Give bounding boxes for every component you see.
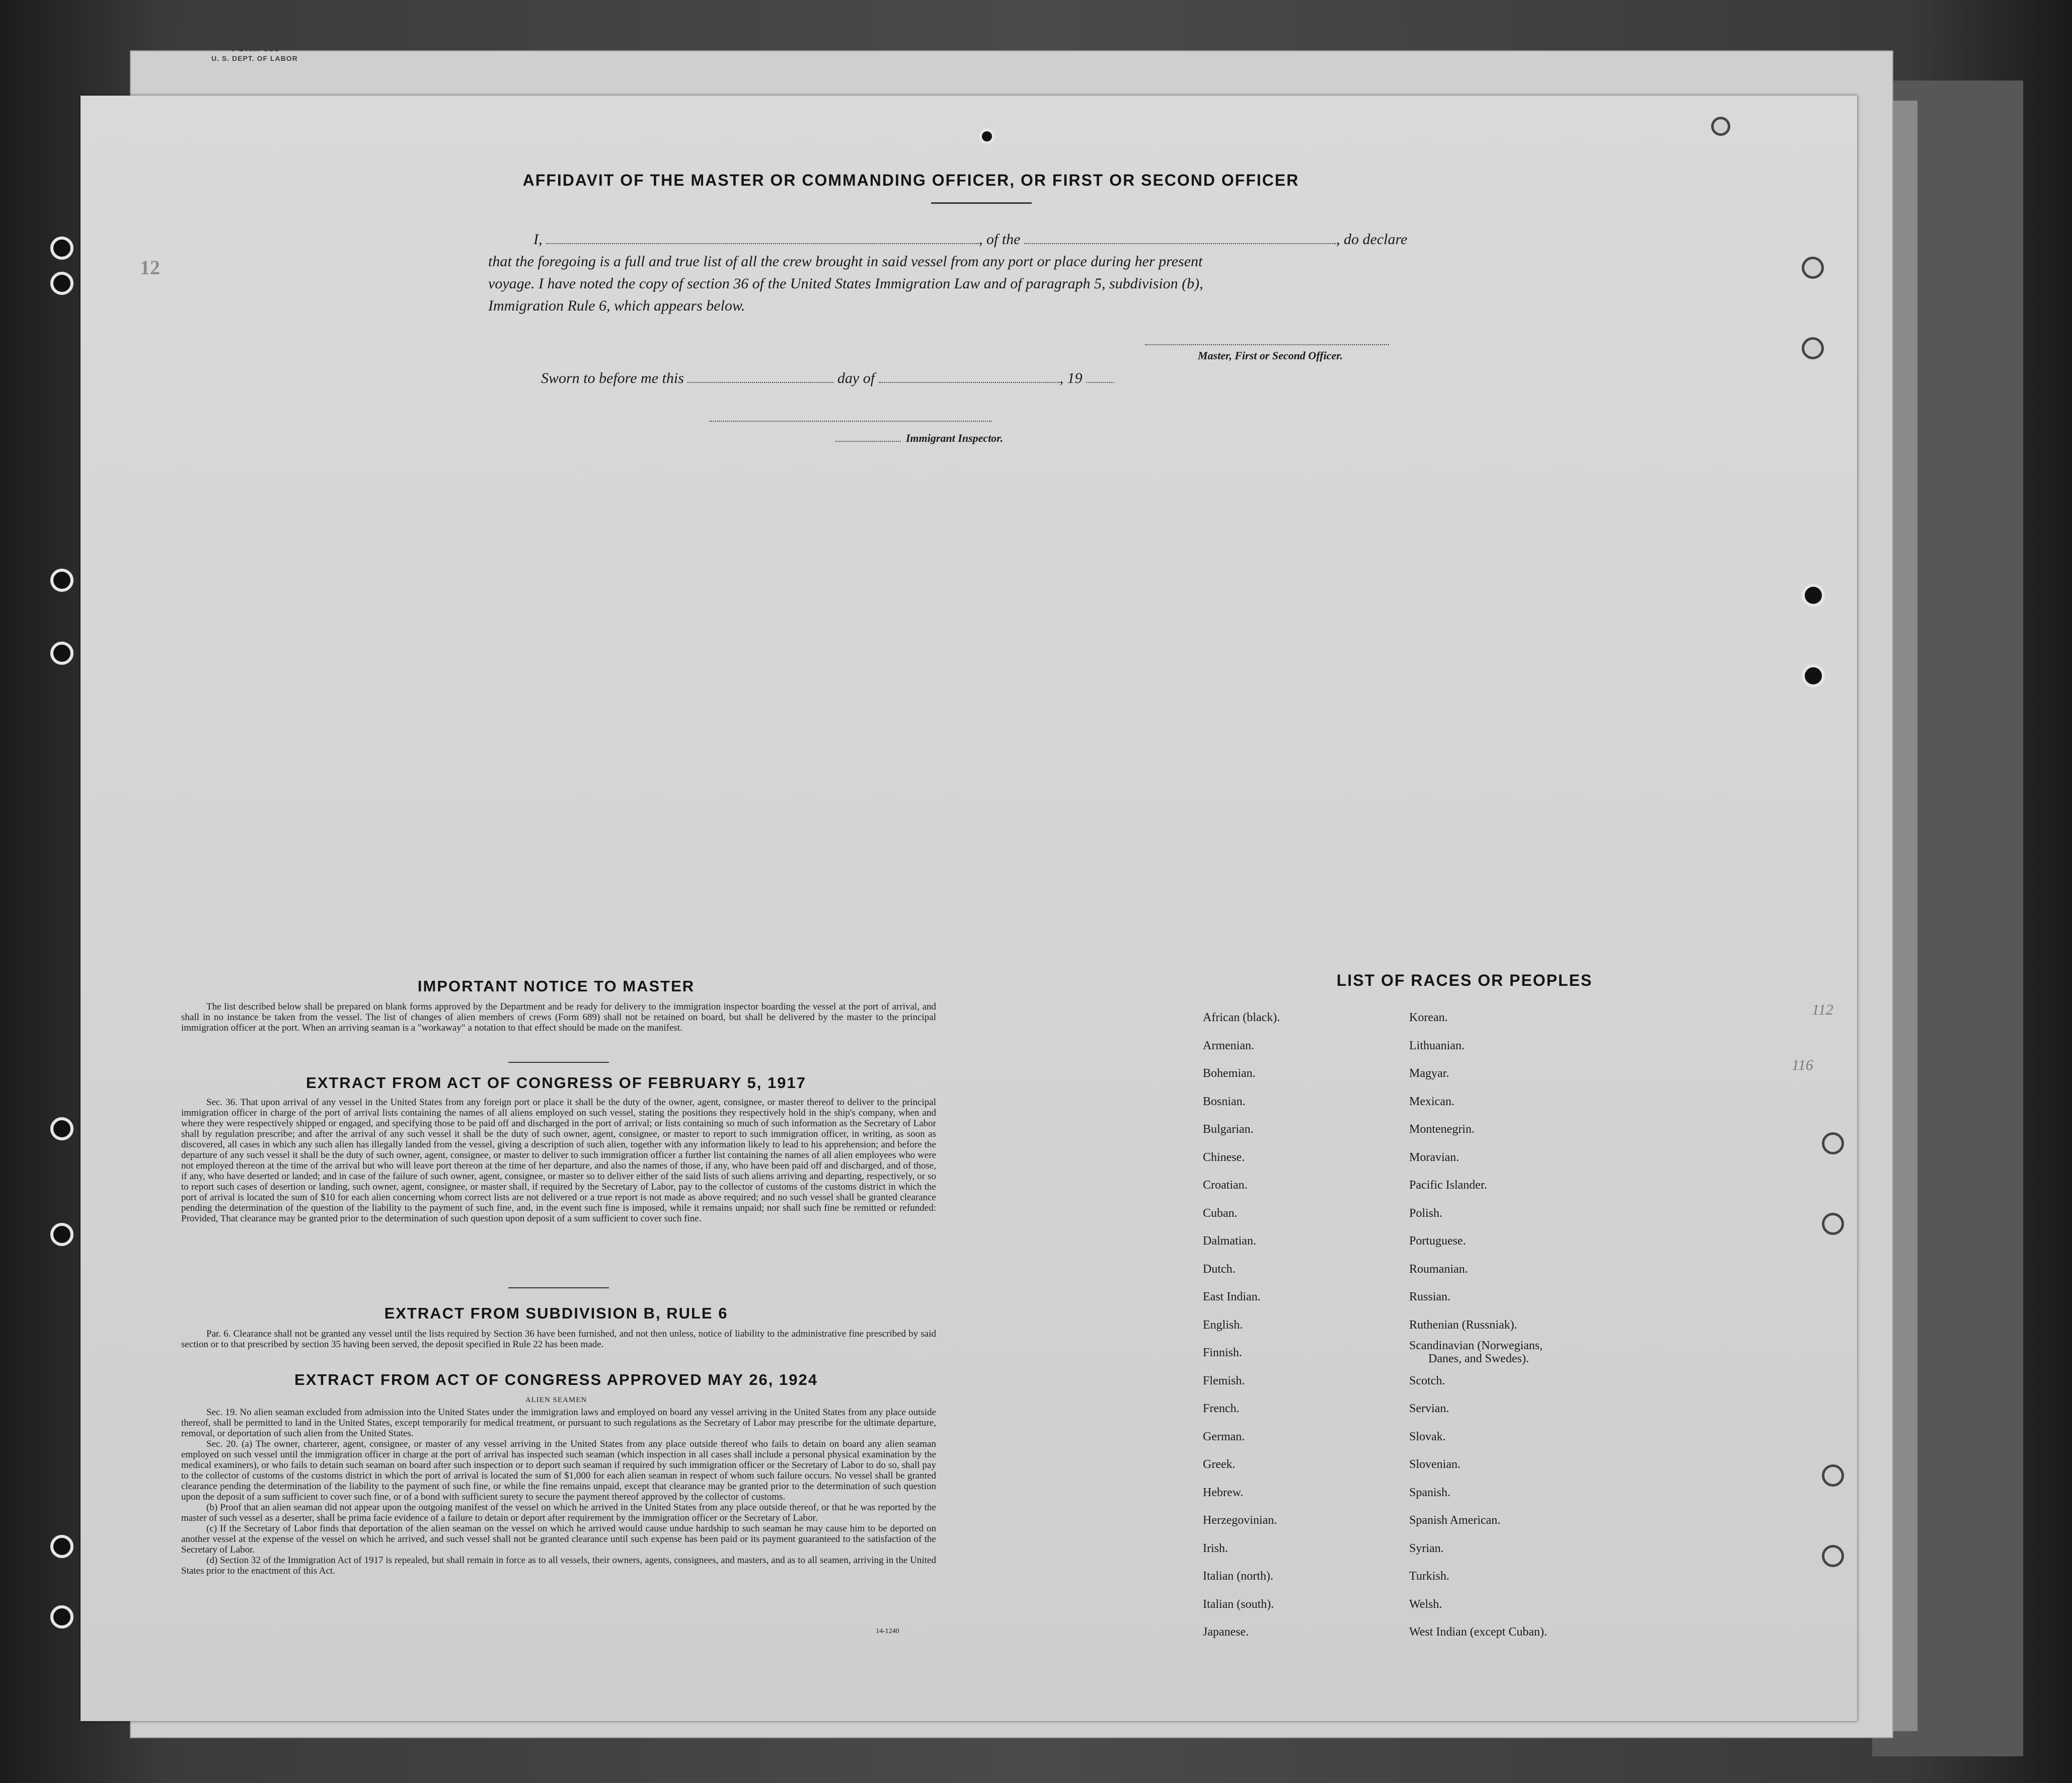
sworn-year-blank[interactable] bbox=[1086, 371, 1114, 383]
year-label: , 19 bbox=[1059, 370, 1083, 386]
declarant-name-blank[interactable] bbox=[546, 232, 979, 244]
race-item: Lithuanian. bbox=[1409, 1039, 1465, 1052]
race-item: English. bbox=[1203, 1318, 1243, 1332]
race-item: Croatian. bbox=[1203, 1179, 1248, 1192]
day-of-label: day of bbox=[837, 370, 875, 386]
notice-body: The list described below shall be prepared on blank forms approved by the Department and be ready for delivery to the immigration inspector boarding the vessel at the port of arrival, and shall in no instance be taken from the vessel. The list of changes of alien members of crews (Form 689) shall not be retained on board, but shall be delivered by the master to the principal immigration officer at the port. When an arriving seaman is a "workaway" a notation to that effect should be made on the manifest. bbox=[181, 1001, 936, 1033]
binder-hole bbox=[50, 1535, 73, 1558]
master-signature-label: Master, First or Second Officer. bbox=[1198, 349, 1343, 362]
race-item: Ruthenian (Russniak). bbox=[1409, 1318, 1517, 1332]
rule6-body: Par. 6. Clearance shall not be granted any vessel until the lists required by Section 36 have been furnished, and not then unless, notice of liability to the administrative fine prescribed by said section or to that prescribed by section 35 having been served, the deposit specified in Rule 22 has been made. bbox=[181, 1329, 936, 1350]
race-item: Flemish. bbox=[1203, 1374, 1245, 1387]
race-item: Dalmatian. bbox=[1203, 1234, 1256, 1248]
race-item: Bulgarian. bbox=[1203, 1123, 1254, 1136]
race-item: Bohemian. bbox=[1203, 1067, 1256, 1080]
race-item: West Indian (except Cuban). bbox=[1409, 1625, 1547, 1639]
race-item: German. bbox=[1203, 1430, 1245, 1443]
affidavit-line-1 bbox=[533, 228, 1565, 251]
binder-hole bbox=[1802, 584, 1825, 607]
binder-hole bbox=[1711, 117, 1730, 136]
affidavit-line-3: voyage. I have noted the copy of section 36 of the United States Immigration Law and of paragraph 5, subdivision (b), bbox=[488, 275, 1203, 292]
binder-hole bbox=[1822, 1464, 1844, 1487]
binder-hole bbox=[1822, 1545, 1844, 1567]
binder-hole bbox=[1802, 337, 1824, 359]
extract-1924-body bbox=[181, 1407, 936, 1576]
back-sheet-stub-form: FORM 689 bbox=[232, 43, 280, 53]
race-item: Syrian. bbox=[1409, 1541, 1444, 1555]
race-item: Servian. bbox=[1409, 1402, 1449, 1415]
race-item: Turkish. bbox=[1409, 1570, 1449, 1583]
extract-1924-title: EXTRACT FROM ACT OF CONGRESS APPROVED MAY 26, 1924 bbox=[294, 1371, 818, 1388]
sec-19-paragraph: Sec. 19. No alien seaman excluded from admission into the United States under the immigration laws and employed on board any vessel arriving in the United States from any place outside thereof, shall be permitted to land in the United States, except temporarily for medical treatment, or pursuant to such regulations as the Secretary of Labor may prescribe for the ultimate departure, removal, or deportation of such alien from the United States. bbox=[181, 1407, 936, 1439]
race-item: Chinese. bbox=[1203, 1150, 1245, 1164]
sworn-line bbox=[541, 367, 1296, 390]
race-item: Roumanian. bbox=[1409, 1262, 1468, 1276]
inspector-label: Immigrant Inspector. bbox=[906, 432, 1004, 444]
binder-hole bbox=[50, 569, 73, 592]
race-item: Hebrew. bbox=[1203, 1486, 1244, 1499]
race-item: Welsh. bbox=[1409, 1597, 1442, 1611]
title-underline bbox=[931, 202, 1032, 204]
divider bbox=[508, 1062, 609, 1063]
binder-hole bbox=[50, 1117, 73, 1140]
affidavit-line-2: that the foregoing is a full and true list of all the crew brought in said vessel from any port or place during her present bbox=[488, 253, 1203, 270]
back-sheet-stub-dept: U. S. DEPT. OF LABOR bbox=[211, 54, 298, 62]
binder-hole bbox=[50, 642, 73, 665]
margin-mark-right: 112 bbox=[1812, 1001, 1833, 1018]
sworn-month-blank[interactable] bbox=[879, 371, 1060, 383]
rule6-title: EXTRACT FROM SUBDIVISION B, RULE 6 bbox=[384, 1304, 728, 1322]
sec-20c-paragraph: (c) If the Secretary of Labor finds that deportation of the alien seaman on the vessel on which he arrived would cause undue hardship to such seaman he may cause him to be deported on another vessel at the expense of the vessel on which he arrived, and such vessel shall not be granted clearance until such expense has been paid or its payment guaranteed to the satisfaction of the Secretary of Labor. bbox=[181, 1523, 936, 1555]
race-item: Spanish American. bbox=[1409, 1514, 1501, 1527]
inspector-signature-lead bbox=[835, 441, 901, 442]
binder-hole bbox=[50, 237, 73, 260]
race-item: Polish. bbox=[1409, 1206, 1443, 1220]
race-item: Cuban. bbox=[1203, 1206, 1238, 1220]
binder-hole bbox=[979, 128, 995, 144]
sworn-day-blank[interactable] bbox=[687, 371, 833, 383]
race-item: Moravian. bbox=[1409, 1150, 1460, 1164]
binder-hole bbox=[50, 272, 73, 295]
race-item: Mexican. bbox=[1409, 1095, 1454, 1108]
binder-hole bbox=[50, 1605, 73, 1629]
divider bbox=[508, 1287, 609, 1288]
race-item: Spanish. bbox=[1409, 1486, 1451, 1499]
race-item: Herzegovinian. bbox=[1203, 1514, 1277, 1527]
race-item: Dutch. bbox=[1203, 1262, 1236, 1276]
vessel-name-blank[interactable] bbox=[1024, 232, 1336, 244]
extract-1917-body: Sec. 36. That upon arrival of any vessel in the United States from any foreign port or place it shall be the duty of the owner, agent, consignee, or master thereof to deliver to the principal immigration officer in charge of the port of arrival lists containing the names of all aliens employed on such vessel, stating the positions they respectively hold in the ship's company, when and where they were respectively shipped or engaged, and specifying those to be paid off and discharged in the port of arrival; or lists containing so much of such information as the Secretary of Labor shall by regulation prescribe; and after the arrival of any such vessel it shall be the duty of such owner, agent, consignee, or master to report to such immigration officer, in writing, as soon as discovered, all cases in which any such alien has illegally landed from the vessel, giving a description of such alien, together with any information likely to lead to his apprehension; and before the departure of any such vessel it shall be the duty of such owner, agent, consignee, or master to deliver to such immigration officer a further list containing the names of all alien employees who were not employed thereon at the time of the arrival but who will leave port thereon at the time of her departure, and also the names of those, if any, who have been paid off and discharged, and of those, if any, who have deserted or landed; and in case of the failure of such owner, agent, consignee, or master so to deliver either of the said lists of such aliens arriving and departing, respectively, or so to report such cases of desertion or landing, such owner, agent, consignee, or master shall, if required by the Secretary of Labor, pay to the collector of customs of the customs district in which the port of arrival is located the sum of $10 for each alien concerning whom correct lists are not delivered or a true report is not made as above required; and no such vessel shall be granted clearance pending the determination of the question of the liability to the payment of such fine, and, in the event such fine is imposed, while it remains unpaid; nor shall such fine be remitted or refunded: Provided, That clearance may be granted prior to the determination of such question upon deposit of a sum sufficient to cover such fine. bbox=[181, 1097, 936, 1224]
race-item-line: Scandinavian (Norwegians, bbox=[1409, 1339, 1543, 1352]
sworn-label: Sworn to before me this bbox=[541, 370, 684, 386]
races-title: LIST OF RACES OR PEOPLES bbox=[1336, 971, 1593, 989]
race-item: Bosnian. bbox=[1203, 1095, 1246, 1108]
race-item: Scotch. bbox=[1409, 1374, 1445, 1387]
inspector-signature-line[interactable] bbox=[710, 421, 991, 422]
race-item: Armenian. bbox=[1203, 1039, 1254, 1052]
races-right-column bbox=[1409, 1004, 1621, 1647]
race-item: Slovak. bbox=[1409, 1430, 1446, 1443]
race-item-continuation: Danes, and Swedes). bbox=[1428, 1352, 1529, 1365]
form-number: 14-1240 bbox=[876, 1627, 899, 1635]
race-item: Russian. bbox=[1409, 1290, 1451, 1303]
race-item: East Indian. bbox=[1203, 1290, 1261, 1303]
master-signature-line[interactable] bbox=[1145, 344, 1389, 345]
race-item: African (black). bbox=[1203, 1011, 1280, 1024]
race-item: Japanese. bbox=[1203, 1625, 1249, 1639]
margin-mark-right: 116 bbox=[1792, 1057, 1813, 1073]
declarant-label: I, bbox=[533, 231, 543, 248]
margin-number-left: 12 bbox=[140, 256, 160, 279]
race-item: French. bbox=[1203, 1402, 1240, 1415]
affidavit-line-4: Immigration Rule 6, which appears below. bbox=[488, 297, 745, 314]
race-item-scandinavian bbox=[1409, 1339, 1621, 1367]
binder-hole bbox=[1802, 257, 1824, 279]
sec-20a-paragraph: Sec. 20. (a) The owner, charterer, agent, consignee, or master of any vessel arriving in the United States from any place outside thereof who fails to detain on board any alien seaman employed on such vessel until the immigration officer in charge at the port of arrival has inspected such seaman (which inspection in all cases shall include a personal physical examination by the medical examiners), or who fails to detain such seaman on board after such inspection or to deport such seaman if required by such immigration officer or the Secretary of Labor to do so, shall pay to the collector of customs of the customs district in which the port of arrival is located the sum of $1,000 for each alien seaman in respect of whom such failure occurs. No vessel shall be granted clearance pending the determination of the liability to the payment of such fine, or while the fine remains unpaid, except that clearance may be granted prior to the determination of such question upon the deposit of a sum sufficient to cover such fine, or of a bond with sufficient surety to secure the payment thereof approved by the collector of customs. bbox=[181, 1439, 936, 1502]
binder-hole bbox=[50, 1223, 73, 1246]
race-item: Korean. bbox=[1409, 1011, 1448, 1024]
binder-hole bbox=[1802, 664, 1825, 687]
race-item: Magyar. bbox=[1409, 1067, 1449, 1080]
race-item: Italian (north). bbox=[1203, 1570, 1273, 1583]
notice-title: IMPORTANT NOTICE TO MASTER bbox=[417, 977, 695, 995]
race-item: Portuguese. bbox=[1409, 1234, 1466, 1248]
affidavit-page bbox=[81, 96, 1857, 1721]
race-item: Irish. bbox=[1203, 1541, 1228, 1555]
extract-1917-title: EXTRACT FROM ACT OF CONGRESS OF FEBRUARY 5, 1917 bbox=[306, 1074, 806, 1092]
race-item: Pacific Islander. bbox=[1409, 1179, 1487, 1192]
binder-hole bbox=[1822, 1132, 1844, 1154]
race-item: Montenegrin. bbox=[1409, 1123, 1475, 1136]
race-item: Greek. bbox=[1203, 1458, 1236, 1471]
vessel-label: , of the bbox=[979, 231, 1021, 248]
race-item: Slovenian. bbox=[1409, 1458, 1461, 1471]
affidavit-title: AFFIDAVIT OF THE MASTER OR COMMANDING OFFICER, OR FIRST OR SECOND OFFICER bbox=[522, 171, 1299, 189]
race-item: Italian (south). bbox=[1203, 1597, 1274, 1611]
alien-seamen-subtitle: ALIEN SEAMEN bbox=[525, 1396, 587, 1404]
declare-label: , do declare bbox=[1336, 231, 1408, 248]
binder-hole bbox=[1822, 1213, 1844, 1235]
races-left-column bbox=[1203, 1004, 1280, 1647]
race-item: Finnish. bbox=[1203, 1346, 1243, 1359]
sec-20b-paragraph: (b) Proof that an alien seaman did not appear upon the outgoing manifest of the vessel on which he arrived in the United States from any place outside thereof, or that he was reported by the master of such vessel as a deserter, shall be prima facie evidence of a failure to detain or deport after requirement by the immigration officer or the Secretary of Labor. bbox=[181, 1502, 936, 1523]
sec-20d-paragraph: (d) Section 32 of the Immigration Act of 1917 is repealed, but shall remain in force as to all vessels, their owners, agents, consignees, and masters, and as to all seamen, arriving in the United States prior to the enactment of this Act. bbox=[181, 1555, 936, 1576]
